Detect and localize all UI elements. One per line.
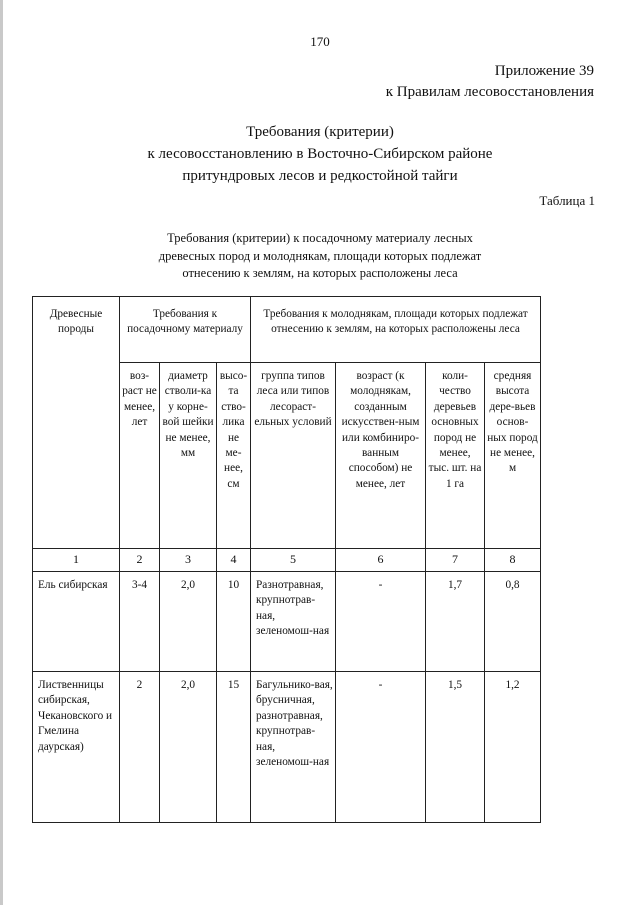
- row-1-height: 10: [217, 572, 251, 672]
- row-2-forest-type: Багульнико-вая, брусничная, разнотравная, крупнотрав-ная, зеленомош-ная: [251, 672, 336, 823]
- row-1-tree-count: 1,7: [426, 572, 485, 672]
- document-title-line-1: Требования (критерии): [246, 124, 394, 140]
- column-number: 7: [426, 549, 485, 572]
- row-1-tree-height: 0,8: [485, 572, 541, 672]
- header-col-3: диаметр стволи-ка у корне-вой шейки не менее, мм: [160, 363, 217, 549]
- page-number: 170: [310, 34, 330, 49]
- header-col-4: высо-та ство-лика не ме-нее, см: [217, 363, 251, 549]
- row-2-height: 15: [217, 672, 251, 823]
- table-title: [0, 230, 640, 283]
- row-2-diameter: 2,0: [160, 672, 217, 823]
- column-number: 3: [160, 549, 217, 572]
- row-1-diameter: 2,0: [160, 572, 217, 672]
- table-title-line-2: древесных пород и молоднякам, площади которых подлежат: [158, 248, 482, 263]
- row-2-species: Лиственницы сибирская, Чекановского и Гмелина даурская): [33, 672, 120, 823]
- row-1-stand-age: -: [336, 572, 426, 672]
- row-1-species: Ель сибирская: [33, 572, 120, 672]
- header-young-stands: Требования к молоднякам, площади которых подлежат отнесению к землям, на которых расположены леса: [251, 297, 541, 363]
- header-col-8: средняя высота дере-вьев основ-ных пород не менее, м: [485, 363, 541, 549]
- column-number: 8: [485, 549, 541, 572]
- column-number: 1: [33, 549, 120, 572]
- header-species: Древесные породы: [33, 297, 120, 549]
- column-number: 2: [120, 549, 160, 572]
- table-label: Таблица 1: [539, 193, 595, 208]
- table-title-line-3: отнесению к землям, на которых расположены леса: [182, 266, 458, 280]
- header-col-2: воз-раст не менее, лет: [120, 363, 160, 549]
- row-2-stand-age: -: [336, 672, 426, 823]
- row-2-tree-count: 1,5: [426, 672, 485, 823]
- row-1-forest-type: Разнотравная, крупнотрав-ная, зеленомош-ная: [251, 572, 336, 672]
- annex-number: Приложение 39: [494, 63, 594, 79]
- document-title-line-2: к лесовосстановлению в Восточно-Сибирском районе: [147, 146, 493, 162]
- row-2-age: 2: [120, 672, 160, 823]
- column-number: 4: [217, 549, 251, 572]
- header-col-7: коли-чество деревьев основных пород не менее, тыс. шт. на 1 га: [426, 363, 485, 549]
- column-number: 6: [336, 549, 426, 572]
- annex-reference: к Правилам лесовосстановления: [385, 84, 594, 100]
- row-2-tree-height: 1,2: [485, 672, 541, 823]
- requirements-table: [32, 296, 541, 823]
- header-planting-material: Требования к посадочному материалу: [120, 297, 251, 363]
- document-title-line-3: притундровых лесов и редкостойной тайги: [182, 168, 458, 184]
- column-number: 5: [251, 549, 336, 572]
- row-1-age: 3-4: [120, 572, 160, 672]
- header-col-6: возраст (к молоднякам, созданным искусствен-ным или комбиниро-ванным способом) не менее, лет: [336, 363, 426, 549]
- table-title-line-1: Требования (критерии) к посадочному материалу лесных: [167, 231, 473, 245]
- header-col-5: группа типов леса или типов лесораст-ельных условий: [251, 363, 336, 549]
